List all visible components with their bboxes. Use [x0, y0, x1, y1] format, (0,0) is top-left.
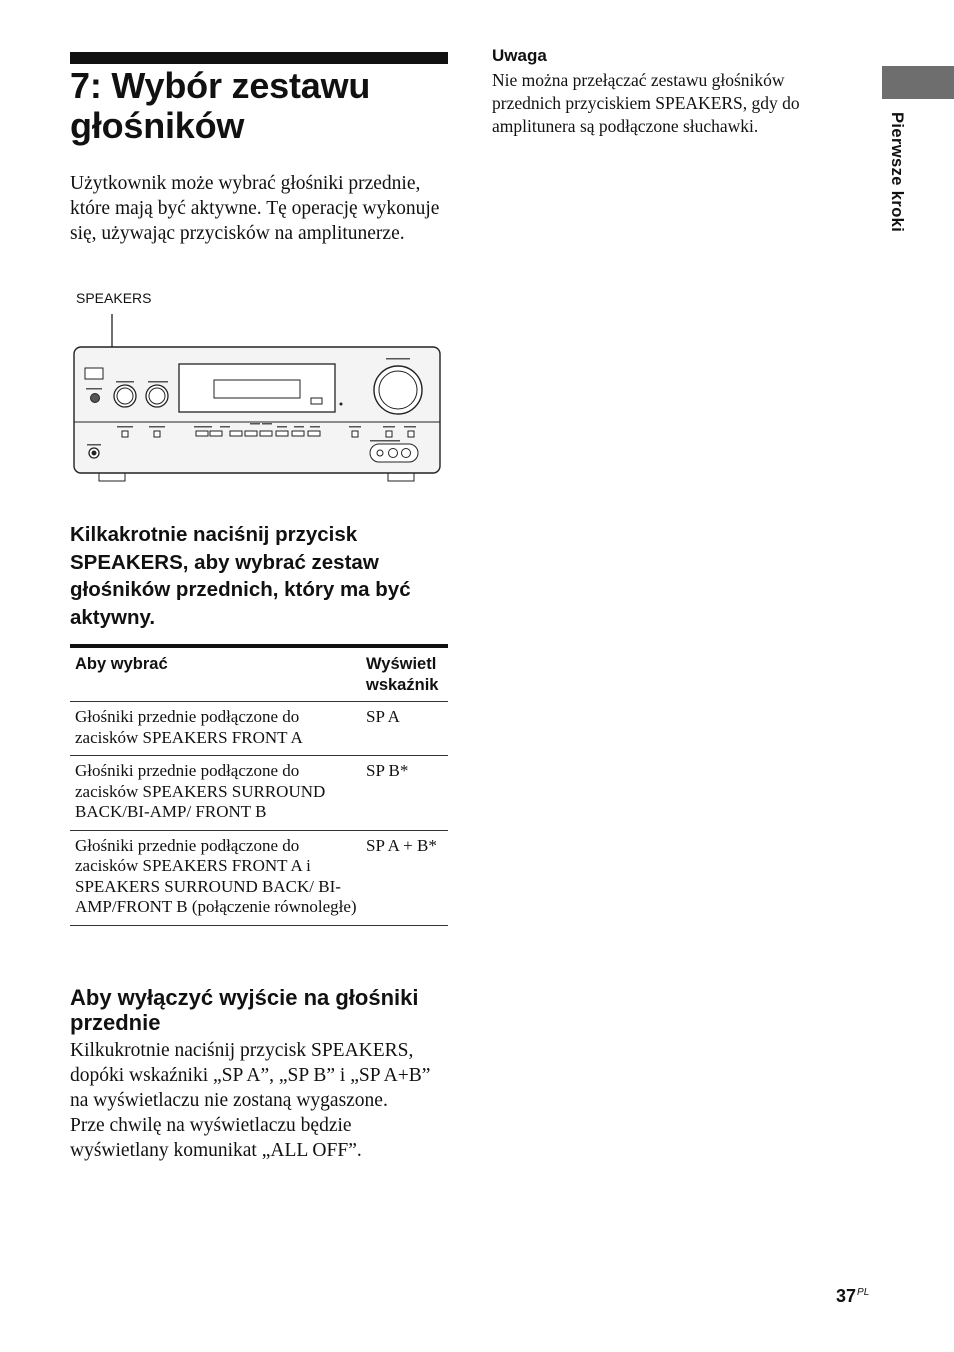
table-row [70, 756, 448, 831]
table-cell: SP A [361, 702, 448, 756]
subsection-body [70, 1038, 450, 1163]
page-language-suffix: PL [857, 1287, 870, 1298]
page-number [836, 1282, 869, 1307]
subsection-paragraph-2: Prze chwilę na wyświetlaczu będzie wyświetlany komunikat „ALL OFF”. [70, 1115, 362, 1161]
table-cell: Głośniki przednie podłączone do zacisków SPEAKERS FRONT A i SPEAKERS SURROUND BACK/ BI-AMP/FRONT B (połączenie równoległe) [70, 830, 361, 925]
speakers-callout-label: SPEAKERS [76, 290, 152, 306]
subsection-paragraph-1: Kilkukrotnie naciśnij przycisk SPEAKERS, dopóki wskaźniki „SP A”, „SP B” i „SP A+B” na wyświetlaczu nie zostaną wygaszone. [70, 1040, 431, 1111]
table-row [70, 702, 448, 756]
table-row [70, 830, 448, 925]
power-button-shape [85, 368, 103, 379]
left-foot [99, 473, 125, 481]
speakers-button-shape [91, 394, 100, 403]
master-volume-knob [374, 366, 422, 414]
right-foot [388, 473, 414, 481]
table-cell: Głośniki przednie podłączone do zacisków SPEAKERS FRONT A [70, 702, 361, 756]
table-cell: Głośniki przednie podłączone do zacisków SPEAKERS SURROUND BACK/BI-AMP/ FRONT B [70, 756, 361, 831]
page-title: 7: Wybór zestawu głośników [70, 65, 371, 146]
subsection-heading: Aby wyłączyć wyjście na głośniki przednie [70, 985, 419, 1035]
column-header-select: Aby wybrać [70, 646, 361, 702]
page-number-value: 37 [836, 1286, 857, 1306]
table-cell: SP A + B* [361, 830, 448, 925]
step-instruction: Kilkakrotnie naciśnij przycisk SPEAKERS, aby wybrać zestaw głośników przednich, który ma być aktywny. [70, 523, 411, 629]
title-rule [70, 52, 448, 64]
section-side-tab: Pierwsze kroki [888, 112, 906, 233]
table-cell: SP B* [361, 756, 448, 831]
intro-paragraph: Użytkownik może wybrać głośniki przednie, które mają być aktywne. Tę operację wykonuje się, używając przycisków na amplitunerze. [70, 173, 440, 244]
table-header-row [70, 646, 448, 702]
note-text: Nie można przełączać zestawu głośników przednich przyciskiem SPEAKERS, gdy do amplitunera są podłączone słuchawki. [492, 70, 800, 136]
note-heading: Uwaga [492, 46, 547, 65]
column-header-indicator: Wyświetl wskaźnik [361, 646, 448, 702]
speaker-selection-table [70, 644, 448, 926]
section-tab-marker [882, 66, 954, 99]
receiver-illustration [70, 310, 445, 485]
